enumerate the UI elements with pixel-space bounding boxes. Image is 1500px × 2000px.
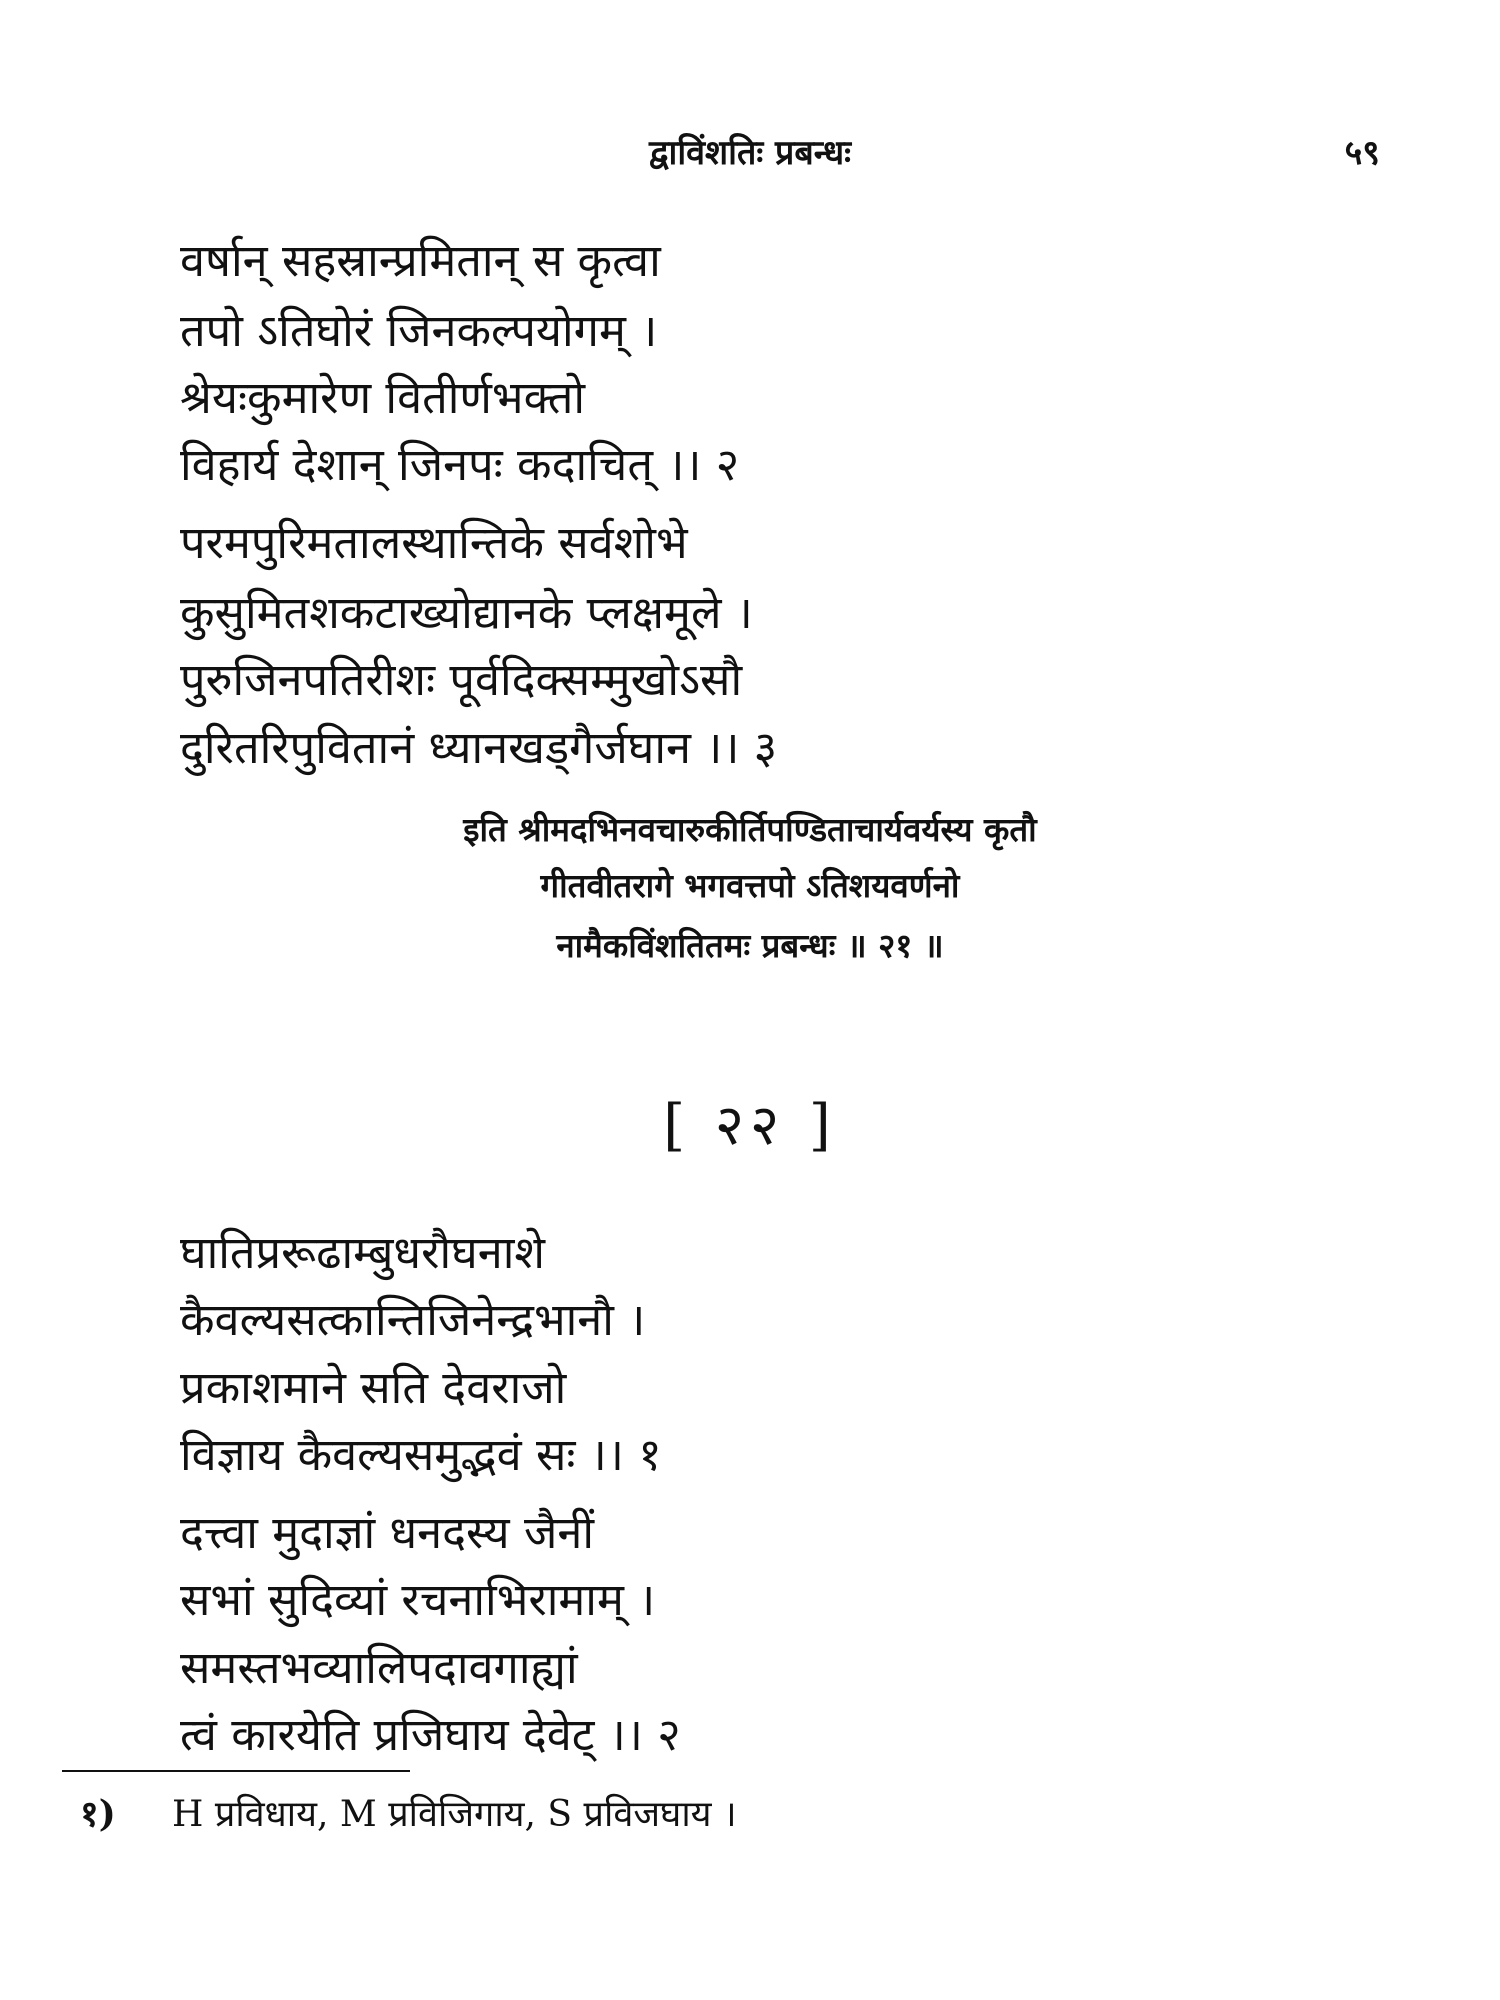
colophon-line: नामैकविंशतितमः प्रबन्धः ॥ २१ ॥ — [556, 926, 944, 965]
verse-line: विहार्य देशान् जिनपः कदाचित् ।। २ — [180, 438, 740, 491]
verse-line: सभां सुदिव्यां रचनाभिरामाम् । — [180, 1573, 656, 1626]
verse-line: कैवल्यसत्कान्तिजिनेन्द्रभानौ । — [180, 1293, 646, 1346]
page-number: ५९ — [1344, 133, 1380, 173]
colophon-line: इति श्रीमदभिनवचारुकीर्तिपण्डिताचार्यवर्यस्य कृतौ — [463, 810, 1037, 849]
footnote-rule — [62, 1770, 410, 1772]
verse-line: पुरुजिनपतिरीशः पूर्वदिक्सम्मुखोऽसौ — [180, 653, 743, 706]
verse-line: वर्षान् सहस्रान्प्रमितान् स कृत्वा — [180, 234, 661, 287]
running-header-title: द्वाविंशतिः प्रबन्धः — [648, 133, 852, 173]
colophon-line: गीतवीतरागे भगवत्तपो ऽतिशयवर्णनो — [540, 866, 960, 905]
verse-line: घातिप्ररूढाम्बुधरौघनाशे — [180, 1226, 545, 1279]
verse-line: श्रेयःकुमारेण वितीर्णभक्तो — [180, 371, 585, 424]
verse-line: तपो ऽतिघोरं जिनकल्पयोगम् । — [180, 304, 658, 357]
footnote-marker: १) — [80, 1793, 116, 1835]
verse-line: कुसुमितशकटाख्योद्यानके प्लक्षमूले । — [180, 586, 753, 639]
footnote — [80, 1788, 737, 1837]
verse-line: समस्तभव्यालिपदावगाह्यां — [180, 1641, 578, 1694]
footnote-text: H प्रविधाय, M प्रविजिगाय, S प्रविजघाय । — [172, 1794, 737, 1835]
verse-line: परमपुरिमतालस्थान्तिके सर्वशोभे — [180, 516, 688, 569]
verse-line: दुरितरिपुवितानं ध्यानखड्गैर्जघान ।। ३ — [180, 721, 778, 774]
section-number: [ २२ ] — [663, 1093, 837, 1158]
verse-line: त्वं कारयेति प्रजिघाय देवेट् ।। २ — [180, 1708, 681, 1761]
verse-line: प्रकाशमाने सति देवराजो — [180, 1361, 567, 1414]
verse-line: दत्त्वा मुदाज्ञां धनदस्य जैनीं — [180, 1506, 594, 1559]
verse-line: विज्ञाय कैवल्यसमुद्भवं सः ।। १ — [180, 1428, 662, 1481]
